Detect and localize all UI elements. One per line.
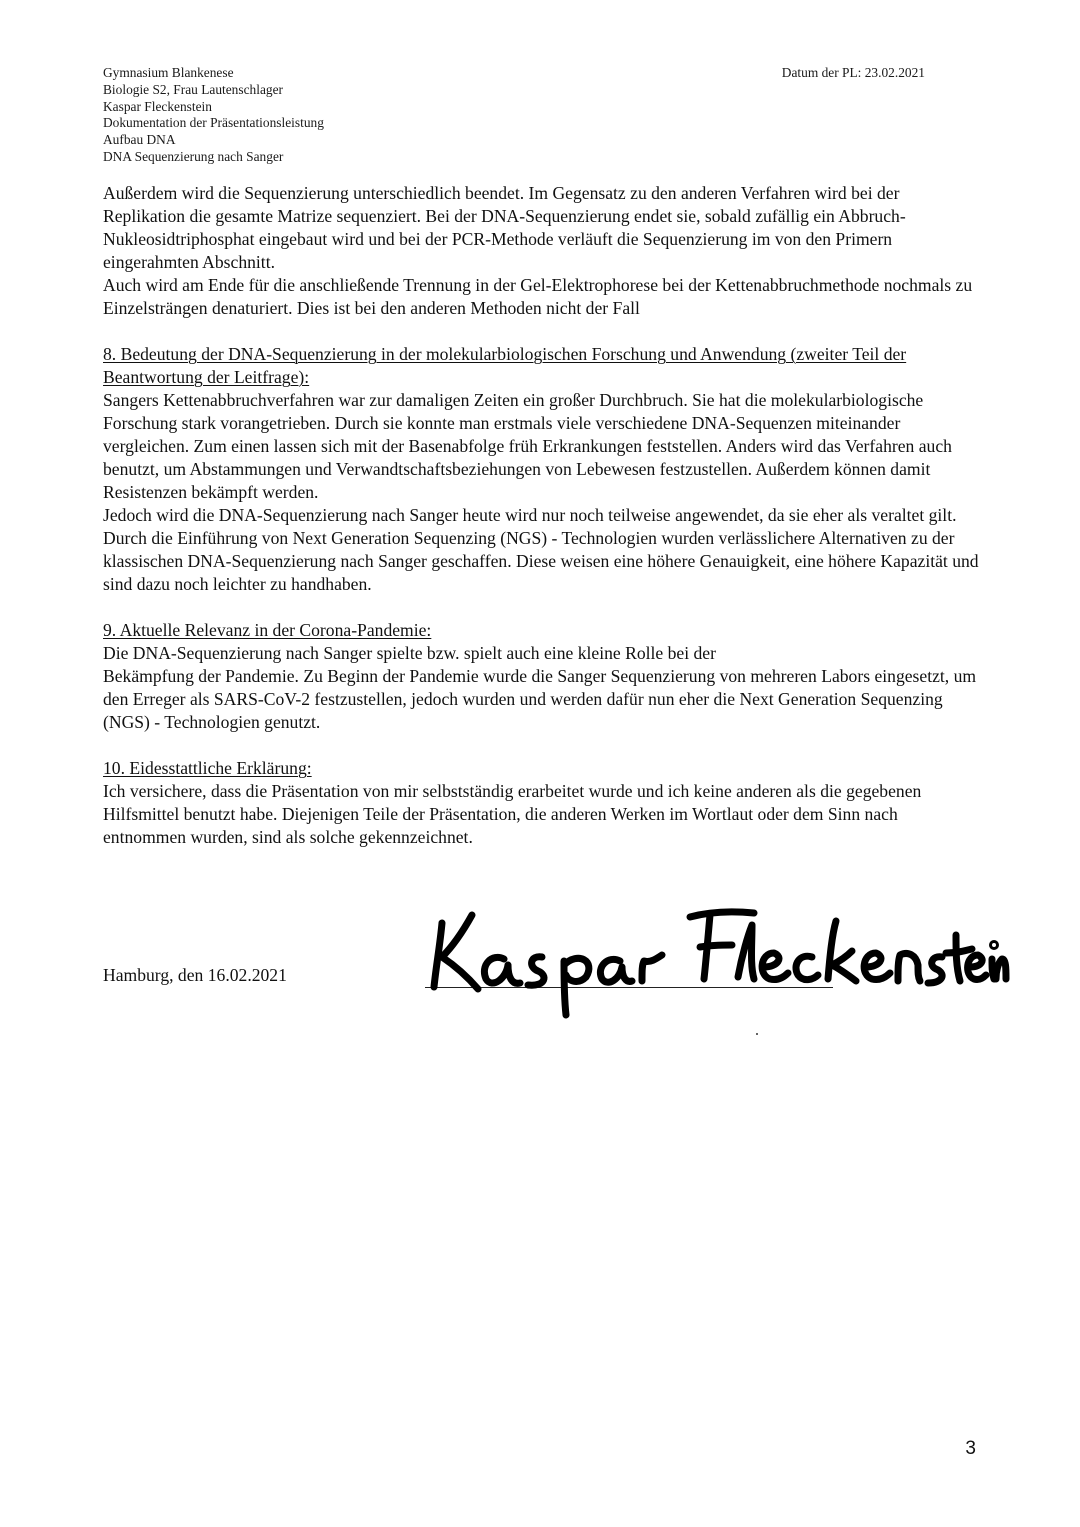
section-9-heading: 9. Aktuelle Relevanz in der Corona-Pandemie: [103, 620, 432, 640]
header-school: Gymnasium Blankenese [103, 65, 234, 80]
section-9-line-1: Die DNA-Sequenzierung nach Sanger spielte bzw. spielt auch eine kleine Rolle bei der [103, 643, 716, 663]
paragraph-gap [103, 596, 983, 619]
header-course: Biologie S2, Frau Lautenschlager [103, 81, 283, 97]
section-8-paragraph-1: Sangers Kettenabbruchverfahren war zur damaligen Zeiten ein großer Durchbruch. Sie hat die molekularbiologische Forschung stark vorangetrieben. Durch sie konnte man erstmals viele verschiedene DNA-Sequenzen miteinander vergleichen. Zum einen lassen sich mit der Basenabfolge früh Erkrankungen feststellen. Anders wird das Verfahren auch benutzt, um Abstammungen und Verwandtschaftsbeziehungen von Lebewesen festzustellen. Außerdem können damit Resistenzen bekämpft werden. [103, 390, 952, 502]
paragraph-gap [103, 734, 983, 757]
header-doc-type: Dokumentation der Präsentationsleistung [103, 115, 324, 131]
intro-paragraph-2: Auch wird am Ende für die anschließende Trennung in der Gel-Elektrophorese bei der Kettenabbruchmethode nochmals zu Einzelsträngen denaturiert. Dies ist bei den anderen Methoden nicht der Fall [103, 275, 973, 318]
paragraph-gap [103, 320, 983, 343]
stray-dot [756, 1033, 758, 1035]
document-body [103, 182, 983, 849]
section-8-heading: 8. Bedeutung der DNA-Sequenzierung in der molekularbiologischen Forschung und Anwendung (zweiter Teil der Beantwortung der Leitfrage): [103, 344, 907, 387]
document-header [103, 65, 324, 166]
handwritten-signature [420, 895, 1010, 1020]
place-date: Hamburg, den 16.02.2021 [103, 965, 287, 985]
header-author: Kaspar Fleckenstein [103, 98, 212, 114]
header-date: Datum der PL: 23.02.2021 [781, 65, 925, 80]
section-10-paragraph-1: Ich versichere, dass die Präsentation von mir selbstständig erarbeitet wurde und ich keine anderen als die gegebenen Hilfsmittel benutzt habe. Diejenigen Teile der Präsentation, die anderen Werken im Wortlaut oder dem Sinn nach entnommen wurden, sind als solche gekennzeichnet. [103, 781, 922, 847]
header-topic: Aufbau DNA [103, 132, 176, 148]
intro-paragraph-1: Außerdem wird die Sequenzierung unterschiedlich beendet. Im Gegensatz zu den anderen Verfahren wird bei der Replikation die gesamte Matrize sequenziert. Bei der DNA-Sequenzierung endet sie, sobald zufällig ein Abbruch-Nukleosidtriphosphat eingebaut wird und bei der PCR-Methode verläuft die Sequenzierung im von den Primern eingerahmten Abschnitt. [103, 183, 906, 272]
section-9-paragraph-rest: Bekämpfung der Pandemie. Zu Beginn der Pandemie wurde die Sanger Sequenzierung von mehreren Labors eingesetzt, um den Erreger als SARS-CoV-2 festzustellen, jedoch wurden und werden dafür nun eher die Next Generation Sequenzing (NGS) - Technologien genutzt. [103, 666, 977, 732]
section-10-heading: 10. Eidesstattliche Erklärung: [103, 758, 312, 778]
section-8-paragraph-2: Jedoch wird die DNA-Sequenzierung nach Sanger heute wird nur noch teilweise angewendet, da sie eher als veraltet gilt. Durch die Einführung von Next Generation Sequenzing (NGS) - Technologien wurden verlässlichere Alternativen zu der klassischen DNA-Sequenzierung nach Sanger geschaffen. Diese weisen eine höhere Genauigkeit, eine höhere Kapazität und sind dazu noch leichter zu handhaben. [103, 505, 979, 594]
header-subtopic: DNA Sequenzierung nach Sanger [103, 148, 284, 164]
page-number: 3 [965, 1438, 976, 1459]
